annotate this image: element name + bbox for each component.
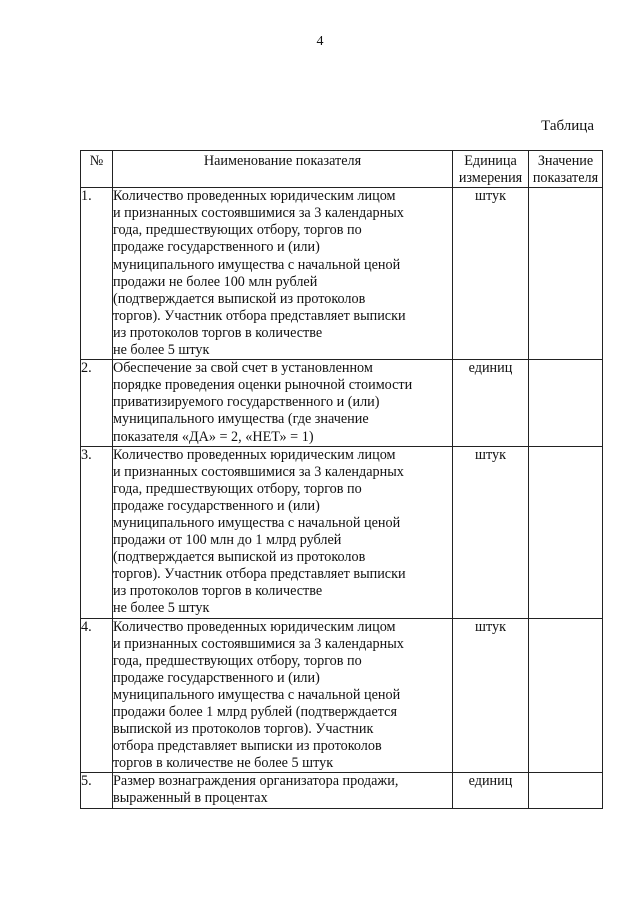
indicator-name-line: муниципального имущества с начальной ценой xyxy=(113,256,401,273)
table-row xyxy=(81,446,603,618)
indicator-name-line: выпиской из протоколов торгов). Участник xyxy=(113,721,374,738)
table-row xyxy=(81,618,603,773)
indicator-name-line: выраженный в процентах xyxy=(113,790,268,807)
indicator-name-line: муниципального имущества с начальной ценой xyxy=(113,514,401,531)
indicator-name-line: продаже государственного и (или) xyxy=(113,239,320,256)
indicator-name-line: не более 5 штук xyxy=(113,342,210,359)
unit-of-measure: штук xyxy=(453,188,529,360)
indicator-name xyxy=(113,360,453,446)
indicator-name xyxy=(113,618,453,773)
indicator-name-line: муниципального имущества с начальной ценой xyxy=(113,686,401,703)
unit-of-measure: штук xyxy=(453,446,529,618)
row-number: 2. xyxy=(81,360,113,446)
indicator-value xyxy=(529,773,603,808)
indicator-name-line: торгов). Участник отбора представляет выписки xyxy=(113,307,406,324)
indicator-name-line: приватизируемого государственного и (или) xyxy=(113,394,380,411)
indicator-value xyxy=(529,446,603,618)
table-row xyxy=(81,773,603,808)
indicator-name-line: года, предшествующих отбору, торгов по xyxy=(113,222,362,239)
indicator-name xyxy=(113,188,453,360)
indicator-name-line: не более 5 штук xyxy=(113,600,210,617)
indicator-name-line: показателя «ДА» = 2, «НЕТ» = 1) xyxy=(113,428,314,445)
indicators-table xyxy=(80,150,603,809)
indicator-name xyxy=(113,446,453,618)
header-unit: Единица измерения xyxy=(453,151,529,188)
indicator-name-line: Обеспечение за свой счет в установленном xyxy=(113,360,373,377)
indicator-name-line: Количество проведенных юридическим лицом xyxy=(113,618,396,635)
row-number: 1. xyxy=(81,188,113,360)
indicator-name-line: продажи от 100 млн до 1 млрд рублей xyxy=(113,532,342,549)
indicator-name-line: (подтверждается выпиской из протоколов xyxy=(113,549,366,566)
indicator-name-line: муниципального имущества (где значение xyxy=(113,411,369,428)
row-number: 3. xyxy=(81,446,113,618)
row-number: 4. xyxy=(81,618,113,773)
indicator-name-line: и признанных состоявшимися за 3 календарных xyxy=(113,205,404,222)
indicator-name-line: торгов). Участник отбора представляет выписки xyxy=(113,566,406,583)
indicator-name-line: отбора представляет выписки из протоколов xyxy=(113,738,382,755)
row-number: 5. xyxy=(81,773,113,808)
table-body xyxy=(81,188,603,808)
indicator-value xyxy=(529,618,603,773)
header-value: Значение показателя xyxy=(529,151,603,188)
indicator-name-line: года, предшествующих отбору, торгов по xyxy=(113,652,362,669)
indicator-name-line: продаже государственного и (или) xyxy=(113,669,320,686)
indicator-name-line: из протоколов торгов в количестве xyxy=(113,583,323,600)
table-header-row xyxy=(81,151,603,188)
table-row xyxy=(81,188,603,360)
indicator-name xyxy=(113,773,453,808)
indicator-value xyxy=(529,360,603,446)
indicator-name-line: продажи не более 100 млн рублей xyxy=(113,273,318,290)
indicator-name-line: продаже государственного и (или) xyxy=(113,497,320,514)
indicator-name-line: из протоколов торгов в количестве xyxy=(113,324,323,341)
indicator-name-line: Размер вознаграждения организатора продажи, xyxy=(113,773,399,790)
table-caption: Таблица xyxy=(541,118,594,134)
indicator-name-line: (подтверждается выпиской из протоколов xyxy=(113,290,366,307)
unit-of-measure: штук xyxy=(453,618,529,773)
indicator-name-line: и признанных состоявшимися за 3 календарных xyxy=(113,463,404,480)
header-number: № xyxy=(81,151,113,188)
indicator-name-line: и признанных состоявшимися за 3 календарных xyxy=(113,635,404,652)
page-number: 4 xyxy=(316,34,324,49)
indicator-name-line: торгов в количестве не более 5 штук xyxy=(113,755,334,772)
indicator-name-line: Количество проведенных юридическим лицом xyxy=(113,188,396,205)
indicator-value xyxy=(529,188,603,360)
header-indicator-name: Наименование показателя xyxy=(113,151,453,188)
table-row xyxy=(81,360,603,446)
indicator-name-line: порядке проведения оценки рыночной стоимости xyxy=(113,377,413,394)
unit-of-measure: единиц xyxy=(453,773,529,808)
indicator-name-line: продажи более 1 млрд рублей (подтверждается xyxy=(113,704,397,720)
indicator-name-line: Количество проведенных юридическим лицом xyxy=(113,446,396,463)
indicator-name-line: года, предшествующих отбору, торгов по xyxy=(113,480,362,497)
unit-of-measure: единиц xyxy=(453,360,529,446)
